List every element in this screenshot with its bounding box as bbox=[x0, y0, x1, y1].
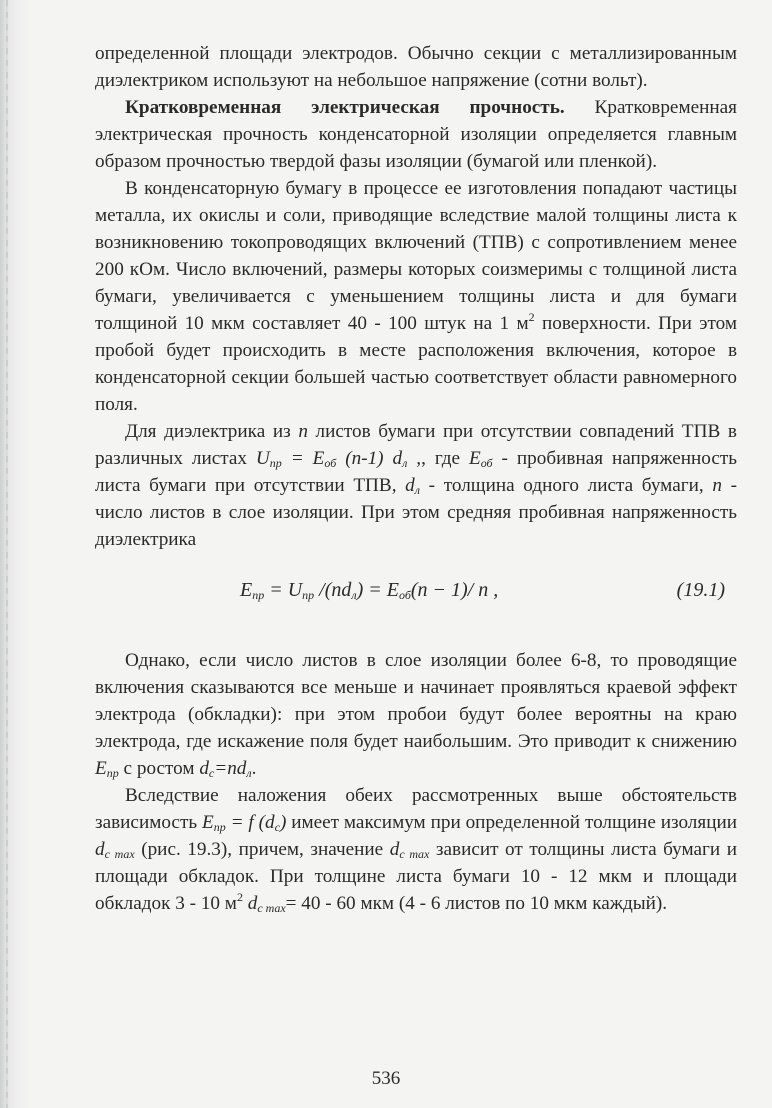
scan-binding-edge bbox=[0, 0, 30, 1108]
paragraph-3: В конденсаторную бумагу в процессе ее изготовления попадают частицы металла, их окислы и соли, приводящие вследствие малой толщины листа к возникновению токопроводящих включений (ТПВ) с сопротивлением менее 200 кОм. Число включений, размеры которых соизмеримы с толщиной листа бумаги, увеличивается с уменьшением толщины листа и для бумаги толщиной 10 мкм составляет 40 - 100 штук на 1 $м^2$ поверхности. При этом пробой будет происходить в месте расположения включения, которое в конденсаторной секции большей частью соответствует области равномерного поля. bbox=[95, 178, 737, 415]
paragraph-1: определенной площади электродов. Обычно секции с металлизированным диэлектриком используют на небольшое напряжение (сотни вольт). bbox=[95, 43, 737, 91]
formula-expression: $E_{пр} = U_{пр}$ $/(nd_л) = E_{об}(n - 1)/$ n , bbox=[240, 579, 499, 602]
paragraph-4: Для диэлектрика из n листов бумаги при отсутствии совпадений ТПВ в различных листах $U_{пр} = E_{об}$ (n-1) $d_л$ ,, где $E_{об}$ - пробивная напряженность листа бумаги при отсутствии ТПВ, $d_л$ - толщина одного листа бумаги, n - число листов в слое изоляции. При этом средняя пробивная напряженность диэлектрика bbox=[95, 421, 737, 550]
formula-19-1 bbox=[95, 569, 737, 613]
paragraph-6: Вследствие наложения обеих рассмотренных выше обстоятельств зависимость $E_{пр} = f$ $(d_c)$ имеет максимум при определенной толщине изоляции $d_{c max}$ (рис. 19.3), причем, значение $d_{c max}$ зависит от толщины листа бумаги и площади обкладок. При толщине листа бумаги 10 - 12 мкм и площади обкладок 3 - 10 $м^2$ $d_{c max}= 40 - 60$ мкм (4 - 6 листов по 10 мкм каждый). bbox=[95, 785, 737, 915]
paragraph-5: Однако, если число листов в слое изоляции более 6-8, то проводящие включения сказываются все меньше и начинает проявляться краевой эффект электрода (обкладки): при этом пробои будут более вероятны на краю электрода, где искажение поля будет наибольшим. Это приводит к снижению $E_{пр}$ с ростом $d_c=nd_л$. bbox=[95, 650, 737, 780]
paragraph-2: Кратковременная электрическая прочность. Кратковременная электрическая прочность конденсаторной изоляции определяется главным образом прочностью твердой фазы изоляции (бумагой или пленкой). bbox=[95, 97, 737, 172]
inline-formula-upr: $U_{пр} = E_{об}$ (n-1) $d_л$ , bbox=[255, 448, 422, 470]
section-heading: Кратковременная электрическая прочность. bbox=[125, 97, 565, 118]
page-body bbox=[95, 40, 737, 917]
formula-number: (19.1) bbox=[676, 579, 725, 601]
page-number: 536 bbox=[371, 1068, 401, 1089]
